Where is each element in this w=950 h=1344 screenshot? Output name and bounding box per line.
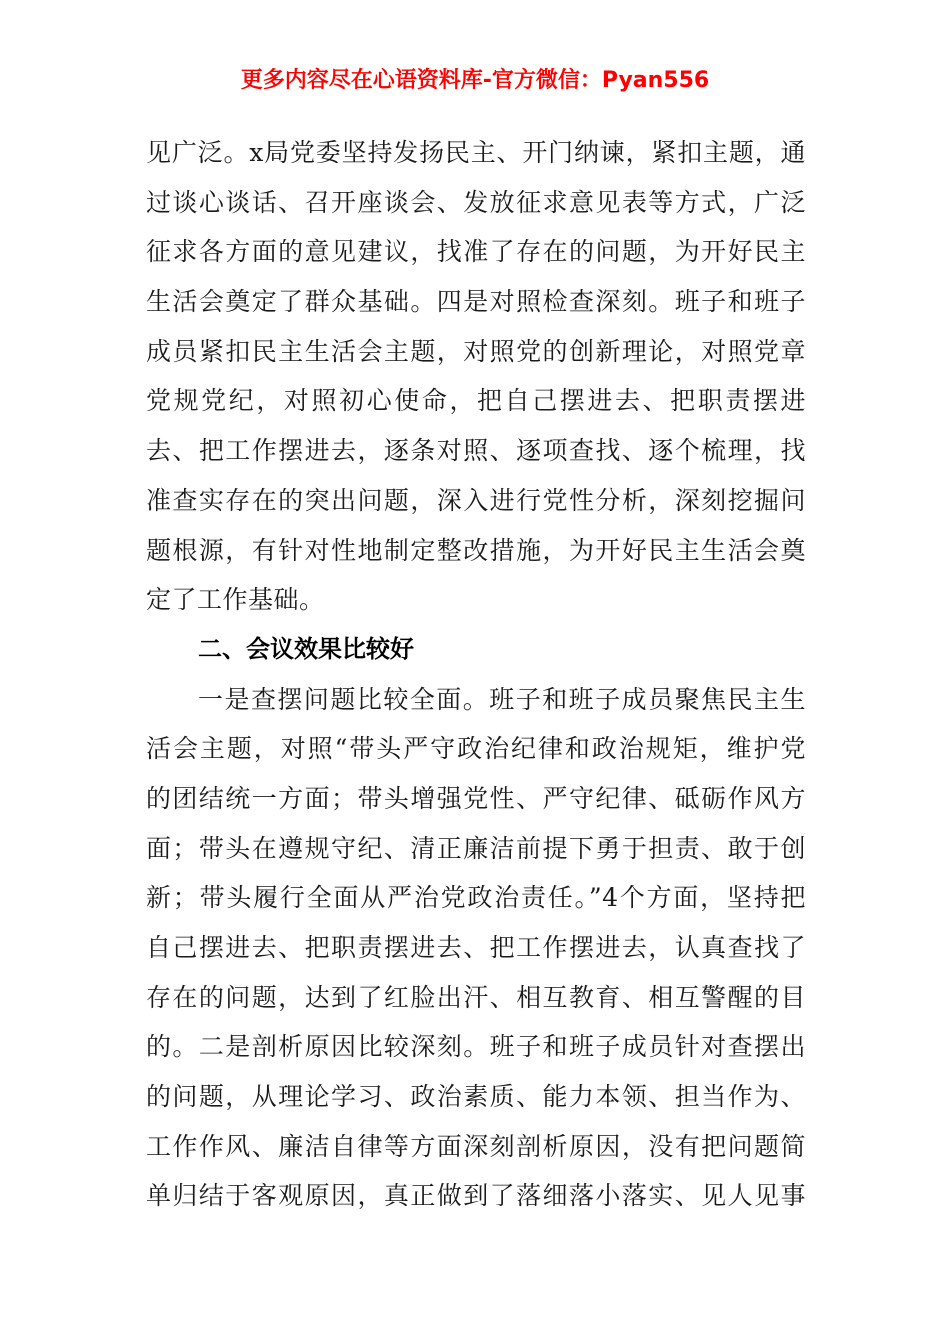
text-line: 活会主题，对照“带头严守政治纪律和政治规矩，维护党 xyxy=(146,734,806,764)
text-line: 过谈心谈话、召开座谈会、发放征求意见表等方式，广泛 xyxy=(146,187,806,217)
document-body xyxy=(146,128,806,1221)
section-heading: 二、会议效果比较好 xyxy=(198,634,414,663)
header-watermark: 更多内容尽在心语资料库-官方微信：Pyan556 xyxy=(240,68,710,93)
text-line: 工作作风、廉洁自律等方面深刻剖析原因，没有把问题简 xyxy=(146,1131,806,1161)
text-line: 征求各方面的意见建议，找准了存在的问题，为开好民主 xyxy=(146,237,806,267)
text-line: 定了工作基础。 xyxy=(146,585,325,615)
paragraph-1 xyxy=(146,128,806,625)
text-line: 存在的问题，达到了红脸出汗、相互教育、相互警醒的目 xyxy=(146,982,806,1012)
paragraph-2 xyxy=(146,675,806,1222)
text-line: 新；带头履行全面从严治党政治责任。”4个方面，坚持把 xyxy=(146,883,806,913)
text-line: 去、把工作摆进去，逐条对照、逐项查找、逐个梳理，找 xyxy=(146,436,806,466)
text-line: 面；带头在遵规守纪、清正廉洁前提下勇于担责、敢于创 xyxy=(146,833,806,863)
text-line: 自己摆进去、把职责摆进去、把工作摆进去，认真查找了 xyxy=(146,933,806,962)
text-line: 题根源，有针对性地制定整改措施，为开好民主生活会奠 xyxy=(146,535,806,565)
text-line: 的问题，从理论学习、政治素质、能力本领、担当作为、 xyxy=(146,1082,806,1112)
text-line: 见广泛。x局党委坚持发扬民主、开门纳谏，紧扣主题，通 xyxy=(146,138,806,167)
text-line: 生活会奠定了群众基础。四是对照检查深刻。班子和班子 xyxy=(146,287,806,317)
text-line: 单归结于客观原因，真正做到了落细落小落实、见人见事 xyxy=(146,1181,806,1211)
text-line: 一是查摆问题比较全面。班子和班子成员聚焦民主生 xyxy=(198,684,806,714)
text-line: 的。二是剖析原因比较深刻。班子和班子成员针对查摆出 xyxy=(146,1032,806,1062)
text-line: 成员紧扣民主生活会主题，对照党的创新理论，对照党章 xyxy=(146,336,806,366)
text-line: 的团结统一方面；带头增强党性、严守纪律、砥砺作风方 xyxy=(146,783,806,813)
text-line: 准查实存在的突出问题，深入进行党性分析，深刻挖掘问 xyxy=(146,485,806,515)
text-line: 党规党纪，对照初心使命，把自己摆进去、把职责摆进 xyxy=(146,386,806,416)
